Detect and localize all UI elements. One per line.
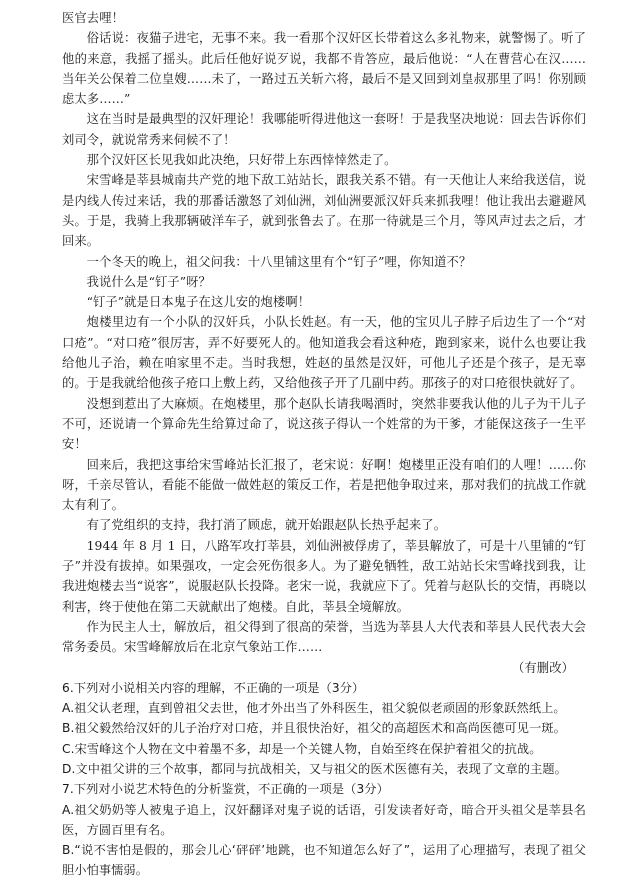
question-stem: 6.下列对小说相关内容的理解，不正确的一项是（3分） [62, 680, 365, 695]
question-section [62, 678, 586, 881]
story-paragraph: 宋雪峰是莘县城南共产党的地下敌工站站长，跟我关系不错。有一天他让人来给我送信，说是内线人传过来话，我的那番话激怒了刘仙洲，刘仙洲要派汉奸兵来抓我哩！他让我出去避避风头。于是，我骑上我那辆破洋车子，就到张鲁去了。在那一待就是三个月，等风声过去之后，才回来。 [62, 173, 586, 249]
answer-option: A.祖父奶奶等人被鬼子追上，汉奸翻译对鬼子说的话语，引发读者好奇，暗合开头祖父是莘县名医，方圆百里有名。 [62, 802, 586, 837]
answer-option: B.祖父毅然给汉奸的儿子治疗对口疮，并且很快治好，祖父的高超医术和高尚医德可见一斑。 [62, 721, 566, 736]
answer-option: B.“说不害怕是假的，那会儿心‘砰砰’地跳，也不知道怎么好了”，运用了心理描写，表现了祖父胆小怕事懦弱。 [62, 843, 586, 878]
story-paragraph: 没想到惹出了大麻烦。在炮楼里，那个赵队长请我喝酒时，突然非要我认他的儿子为干儿子不可，还说请一个算命先生给算过命了，说这孩子得认一个姓常的为干爹，才能保这孩子一生平安！ [62, 396, 586, 452]
story-paragraph: 有了党组织的支持，我打消了顾虑，就开始跟赵队长热乎起来了。 [86, 518, 447, 533]
story-paragraph: 回来后，我把这事给宋雪峰站长汇报了，老宋说：好啊！炮楼里正没有咱们的人哩！……你呀，千亲尽管认，看能不能做一做姓赵的策反工作，若是把他争取过来，那对我们的抗战工作就太有利了。 [62, 457, 586, 513]
source-note: （有删改） [512, 660, 574, 675]
story-paragraph: 作为民主人士，解放后，祖父得到了很高的荣誉，当选为莘县人大代表和莘县人民代表大会常务委员。宋雪峰解放后在北京气象站工作…… [62, 619, 586, 655]
story-paragraph: 医官去哩！ [62, 11, 124, 25]
question-stem: 7.下列对小说艺术特色的分析鉴赏，不正确的一项是（3分） [62, 782, 389, 797]
story-paragraph: 俗话说：夜猫子进宅，无事不来。我一看那个汉奸区长带着这么多礼物来，就警惕了。听了他的来意，我摇了摇头。此后任他好说歹说，我都不肯答应，最后他说：“人在曹营心在汉……当年关公保着二位皇嫂……未了，一路过五关斩六将，最后不是又回到刘皇叔那里了吗！你别顾虑太多……” [62, 31, 586, 107]
story-text [62, 8, 586, 658]
story-paragraph: 炮楼里边有一个小队的汉奸兵，小队长姓赵。有一天，他的宝贝儿子脖子后边生了一个“对口疮”。“对口疮”很厉害，弄不好要死人的。他知道我会看这种疮，跑到家来，说什么也要让我给他儿子治，赖在咱家里不走。当时我想，姓赵的虽然是汉奸，可他儿子还是个孩子，是无辜的。于是我就给他孩子疮口上敷上药，又给他孩子开了几副中药。那孩子的对口疮很快就好了。 [62, 315, 586, 391]
story-paragraph: 1944 年 8 月 1 日，八路军攻打莘县，刘仙洲被俘虏了，莘县解放了，可是十八里铺的“钉子”并没有拔掉。如果强攻，一定会死伤很多人。为了避免牺牲，敌工站站长宋雪峰找到我，让我进炮楼去当“说客”，说服赵队长投降。老宋一说，我就应下了。凭着与赵队长的交情，再晓以利害，终于使他在第二天就献出了炮楼。自此，莘县全境解放。 [62, 538, 586, 614]
answer-option: D.文中祖父讲的三个故事，都同与抗战相关，又与祖父的医术医德有关，表现了文章的主题。 [62, 761, 567, 776]
answer-option: A.祖父认老理，直到曾祖父去世，他才外出当了外科医生，祖父貌似老顽固的形象跃然纸上。 [62, 701, 566, 716]
story-paragraph: 这在当时是最典型的汉奸理论！我哪能听得进他这一套呀！于是我坚决地说：回去告诉你们刘司令，就说常秀来伺候不了！ [62, 112, 586, 147]
story-paragraph: 那个汉奸区长见我如此决绝，只好带上东西悻悻然走了。 [86, 153, 397, 168]
story-paragraph: 一个冬天的晚上，祖父问我：十八里铺这里有个“钉子”哩，你知道不？ [86, 254, 472, 269]
story-paragraph: “钉子”就是日本鬼子在这儿安的炮楼啊！ [86, 295, 311, 310]
story-paragraph: 我说什么是“钉子”呀？ [86, 274, 211, 289]
answer-option: C.宋雪峰这个人物在文中着墨不多，却是一个关键人物，自始至终在保护着祖父的抗战。 [62, 741, 542, 756]
